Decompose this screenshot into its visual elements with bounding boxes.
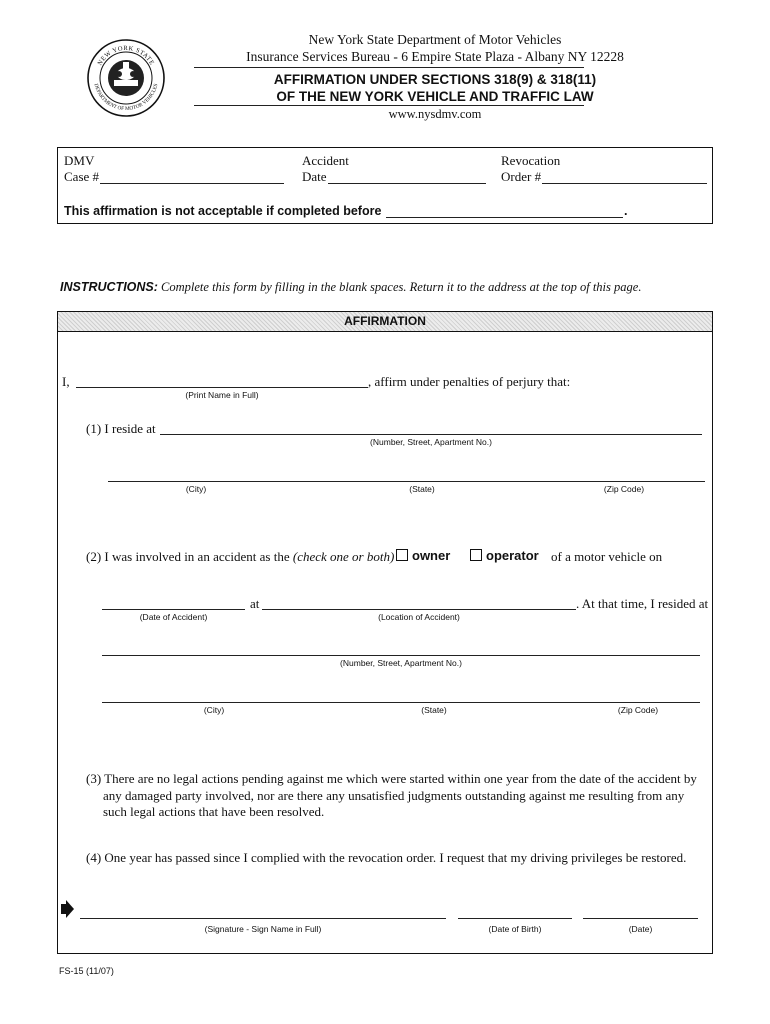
- item2-text: (2) I was involved in an accident as the: [86, 549, 290, 564]
- operator-checkbox[interactable]: [470, 549, 482, 561]
- form-title-line1: AFFIRMATION UNDER SECTIONS 318(9) & 318(11): [273, 72, 597, 87]
- prior-zip-caption: (Zip Code): [617, 705, 659, 715]
- owner-checkbox[interactable]: [396, 549, 408, 561]
- notice-period: .: [624, 204, 628, 218]
- at-label: at: [250, 596, 260, 611]
- dmv-label: DMV: [64, 153, 95, 168]
- case-label: Case #: [64, 169, 100, 184]
- residence-state-caption: (State): [409, 484, 435, 494]
- signature-date-caption: (Date): [628, 924, 653, 934]
- signature-caption: (Signature - Sign Name in Full): [204, 924, 322, 934]
- accident-date-label: Date: [302, 169, 327, 184]
- residence-street-caption: (Number, Street, Apartment No.): [370, 437, 492, 447]
- signature-date-field[interactable]: [583, 918, 698, 919]
- not-acceptable-date-field[interactable]: [386, 217, 623, 218]
- title-rule-top: [194, 67, 584, 68]
- order-label: Order #: [501, 169, 542, 184]
- revocation-label: Revocation: [501, 153, 561, 168]
- item2-check-hint: (check one or both): [292, 549, 395, 564]
- accident-date-field-2[interactable]: [102, 609, 245, 610]
- website-link[interactable]: www.nysdmv.com: [388, 107, 482, 121]
- accident-label: Accident: [302, 153, 349, 168]
- signature-field[interactable]: [80, 918, 446, 919]
- state-seal: [86, 38, 166, 118]
- form-title-line2: OF THE NEW YORK VEHICLE AND TRAFFIC LAW: [276, 89, 594, 104]
- i-label: I,: [62, 374, 70, 389]
- item3-text: (3) There are no legal actions pending against me which were started within one year from the date of the accident by any damaged party involved, nor are there any unsatisfied judgments outstanding against me resulting from any such legal actions that have been resolved.: [86, 771, 697, 819]
- case-number-field[interactable]: [100, 183, 284, 184]
- residence-city-state-zip-field[interactable]: [108, 481, 705, 482]
- item4-text: (4) One year has passed since I complied with the revocation order. I request that my driving privileges be restored.: [86, 850, 687, 865]
- prior-state-caption: (State): [421, 705, 447, 715]
- date-of-birth-field[interactable]: [458, 918, 572, 919]
- prior-city-caption: (City): [203, 705, 225, 715]
- operator-label: operator: [486, 548, 539, 563]
- item2-tail: of a motor vehicle on: [551, 549, 663, 564]
- affirm-text: , affirm under penalties of perjury that:: [368, 374, 571, 389]
- instructions-text: Complete this form by filling in the blank spaces. Return it to the address at the top of this page.: [161, 280, 642, 294]
- prior-city-state-zip-field[interactable]: [102, 702, 700, 703]
- seal-icon: [86, 38, 166, 118]
- residence-city-caption: (City): [185, 484, 207, 494]
- print-name-field[interactable]: [76, 387, 368, 388]
- case-info-box: [57, 147, 713, 224]
- accident-location-field[interactable]: [262, 609, 576, 610]
- print-name-caption: (Print Name in Full): [185, 390, 259, 400]
- date-of-birth-caption: (Date of Birth): [488, 924, 542, 934]
- date-of-accident-caption: (Date of Accident): [139, 612, 208, 622]
- agency-name: New York State Department of Motor Vehicles: [308, 32, 562, 47]
- affirmation-heading: AFFIRMATION: [344, 314, 426, 328]
- order-number-field[interactable]: [542, 183, 707, 184]
- sign-here-arrow-icon: [61, 898, 75, 920]
- accident-date-field[interactable]: [328, 183, 486, 184]
- residence-street-field[interactable]: [160, 434, 702, 435]
- prior-street-field[interactable]: [102, 655, 700, 656]
- not-acceptable-notice: This affirmation is not acceptable if completed before: [64, 204, 382, 218]
- resided-text: . At that time, I resided at: [576, 596, 709, 611]
- location-of-accident-caption: (Location of Accident): [378, 612, 460, 622]
- residence-zip-caption: (Zip Code): [603, 484, 645, 494]
- form-id: FS-15 (11/07): [59, 966, 114, 976]
- instructions-label: INSTRUCTIONS:: [60, 280, 158, 294]
- title-rule-bottom: [194, 105, 584, 106]
- owner-label: owner: [412, 548, 451, 563]
- svg-text:NEW YORK STATE: NEW YORK STATE: [96, 44, 156, 67]
- affirmation-heading-bar: [58, 312, 712, 332]
- svg-text:DEPARTMENT OF MOTOR VEHICLES: DEPARTMENT OF MOTOR VEHICLES: [92, 83, 160, 113]
- prior-street-caption: (Number, Street, Apartment No.): [340, 658, 462, 668]
- item1-label: (1) I reside at: [86, 421, 156, 436]
- agency-address: Insurance Services Bureau - 6 Empire State Plaza - Albany NY 12228: [246, 49, 624, 64]
